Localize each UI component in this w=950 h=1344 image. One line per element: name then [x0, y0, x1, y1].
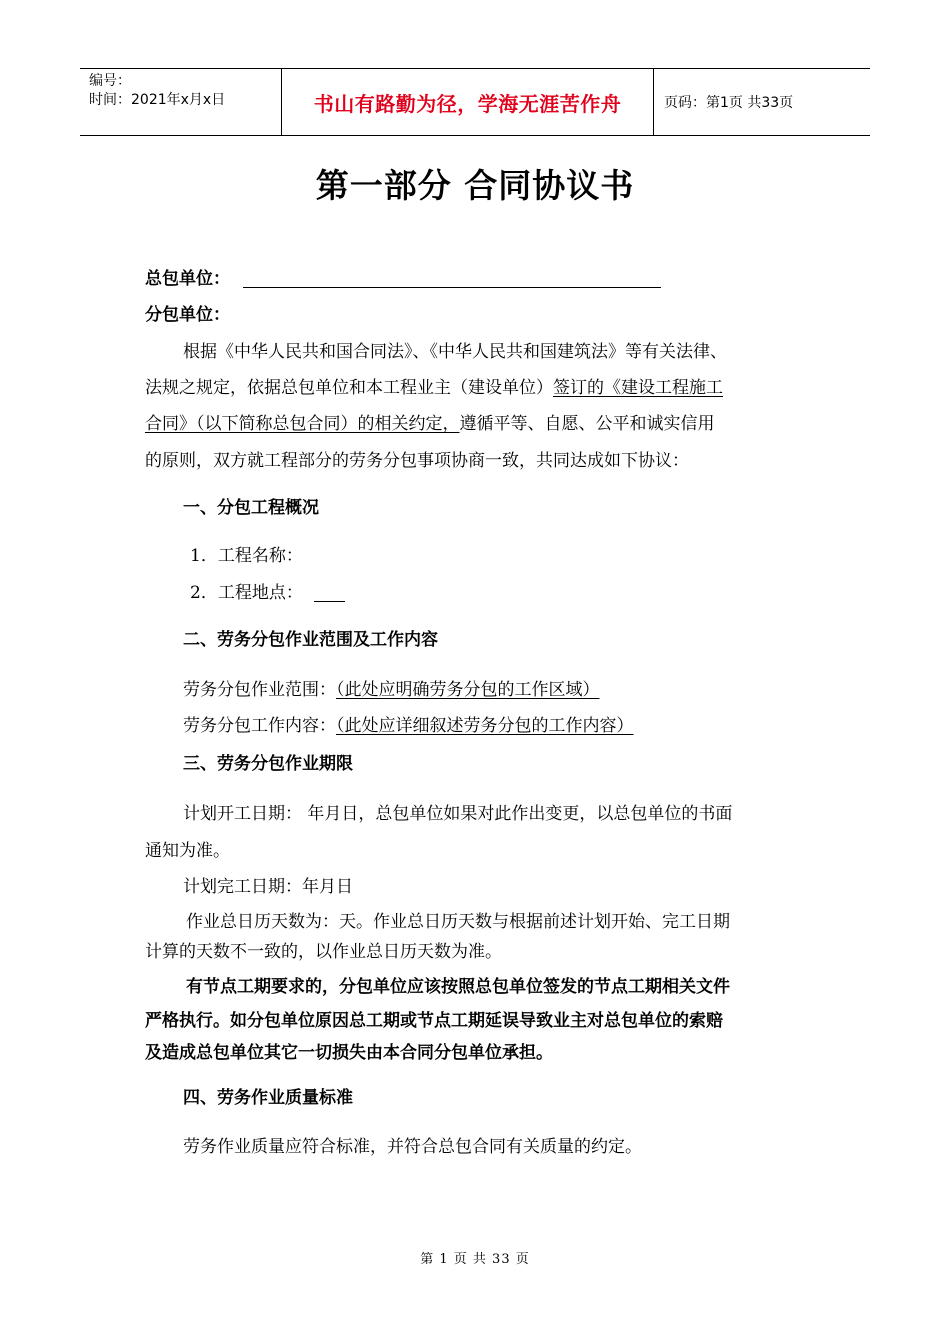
document-date: 时间：2021年x月x日	[89, 92, 226, 108]
project-name-item: 1．工程名称：	[190, 546, 303, 566]
scope-value: （此处应明确劳务分包的工作区域）	[336, 680, 600, 700]
section-4-heading: 四、劳务作业质量标准	[183, 1088, 353, 1108]
intro-line-2-plain: 法规之规定，依据总包单位和本工程业主（建设单位）	[145, 378, 553, 398]
subcontractor-label: 分包单位：	[145, 305, 230, 325]
section-2-heading: 二、劳务分包作业范围及工作内容	[183, 630, 438, 650]
header-meta	[80, 69, 281, 135]
start-date-line-2: 通知为准。	[145, 841, 230, 861]
total-days-line-2: 计算的天数不一致的，以作业总日历天数为准。	[145, 942, 502, 962]
content-label: 劳务分包工作内容：	[183, 716, 336, 736]
contractor-blank-line	[243, 287, 661, 288]
intro-line-4: 的原则，双方就工程部分的劳务分包事项协商一致，共同达成如下协议：	[145, 451, 689, 471]
section-3-heading: 三、劳务分包作业期限	[183, 754, 353, 774]
content-line	[183, 715, 634, 737]
intro-line-3	[145, 413, 715, 435]
contractor-label: 总包单位：	[145, 269, 230, 289]
project-location-item: 2．工程地点：	[190, 583, 303, 603]
finish-date-line: 计划完工日期：年月日	[183, 877, 353, 897]
project-location-blank-line	[314, 601, 345, 602]
page-header	[80, 68, 870, 136]
header-motto: 书山有路勤为径，学海无涯苦作舟	[281, 69, 654, 135]
total-days-line-1: 作业总日历天数为：天。作业总日历天数与根据前述计划开始、完工日期	[186, 912, 730, 932]
quality-standard-text: 劳务作业质量应符合标准，并符合总包合同有关质量的约定。	[183, 1137, 642, 1157]
section-1-heading: 一、分包工程概况	[183, 498, 319, 518]
document-number-label: 编号：	[89, 73, 131, 89]
page-footer: 第 1 页 共 33 页	[420, 1252, 530, 1267]
intro-line-2	[145, 377, 723, 399]
milestone-line-3: 及造成总包单位其它一切损失由本合同分包单位承担。	[145, 1043, 553, 1063]
header-page-info: 页码：第1页 共33页	[664, 95, 794, 111]
milestone-line-1: 有节点工期要求的，分包单位应该按照总包单位签发的节点工期相关文件	[186, 977, 730, 997]
intro-line-2-underlined: 签订的《建设工程施工	[553, 378, 723, 398]
milestone-line-2: 严格执行。如分包单位原因总工期或节点工期延误导致业主对总包单位的索赔	[145, 1011, 723, 1031]
intro-line-3-plain: 遵循平等、自愿、公平和诚实信用	[459, 414, 715, 434]
document-title: 第一部分 合同协议书	[315, 166, 635, 205]
scope-line	[183, 679, 600, 701]
start-date-line-1: 计划开工日期： 年月日，总包单位如果对此作出变更，以总包单位的书面	[183, 804, 733, 824]
intro-line-3-underlined: 合同》（以下简称总包合同）的相关约定，	[145, 414, 460, 434]
content-value: （此处应详细叙述劳务分包的工作内容）	[336, 716, 634, 736]
intro-line-1: 根据《中华人民共和国合同法》、《中华人民共和国建筑法》等有关法律、	[183, 342, 727, 362]
scope-label: 劳务分包作业范围：	[183, 680, 336, 700]
